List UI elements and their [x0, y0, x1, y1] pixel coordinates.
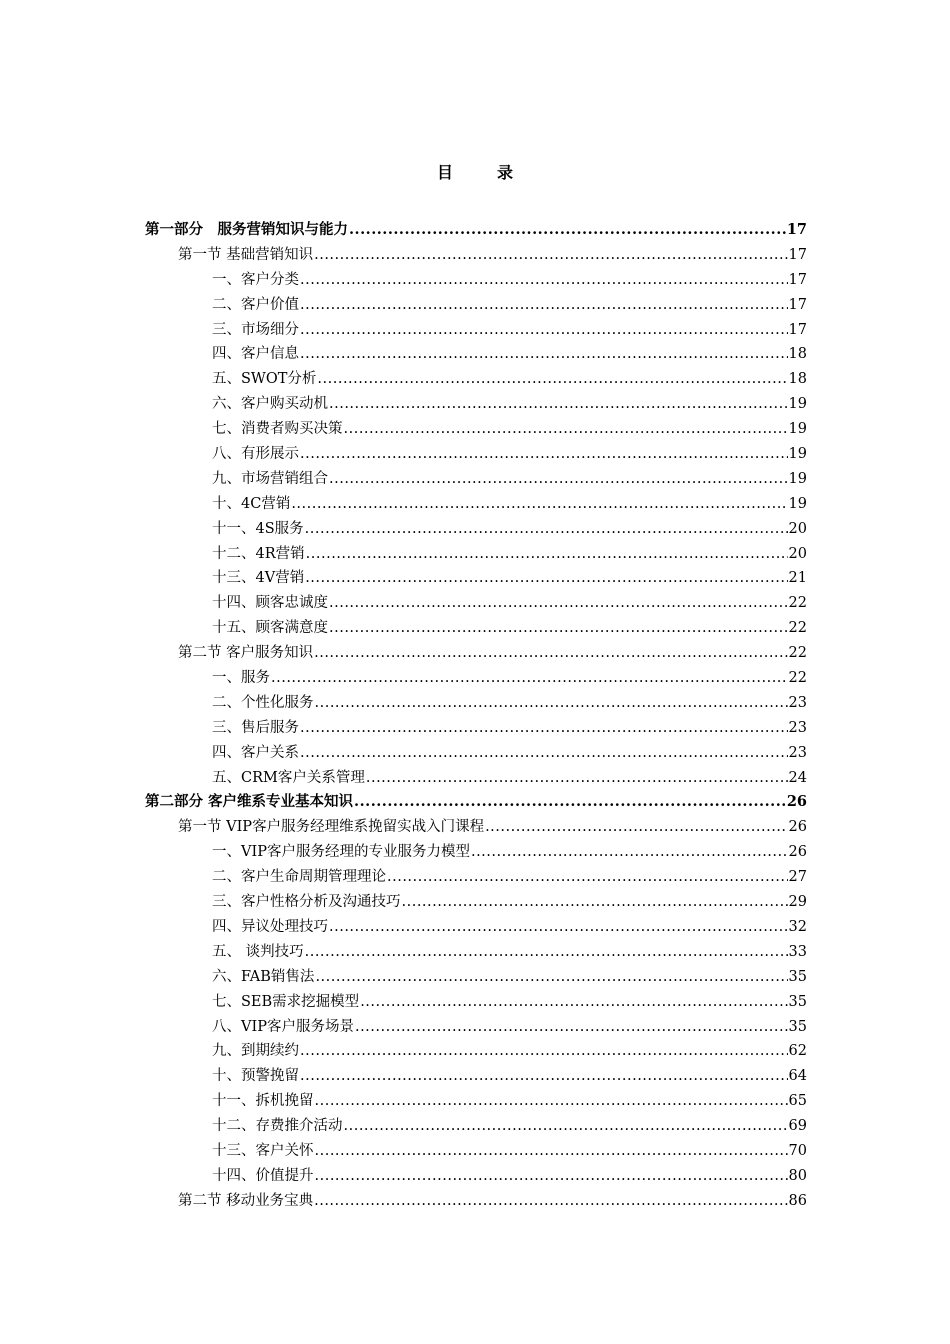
- toc-entry-label: 五、 谈判技巧: [212, 943, 304, 960]
- toc-entry[interactable]: [145, 293, 807, 318]
- toc-entry[interactable]: [145, 442, 807, 467]
- toc-page-number: 35: [788, 1018, 807, 1035]
- toc-entry-label: 八、有形展示: [212, 446, 299, 463]
- toc-dot-leader: [300, 318, 788, 343]
- toc-entry-label: 二、个性化服务: [212, 694, 314, 711]
- toc-page-number: 32: [788, 918, 807, 935]
- toc-entry-label: 四、客户信息: [212, 346, 299, 363]
- toc-entry-label: 一、VIP客户服务经理的专业服务力模型: [212, 844, 470, 861]
- toc-entry-label: 十三、4V营销: [212, 570, 305, 587]
- toc-entry[interactable]: [145, 467, 807, 492]
- toc-dot-leader: [300, 293, 788, 318]
- toc-entry[interactable]: [145, 716, 807, 741]
- toc-page-number: 65: [788, 1093, 807, 1110]
- toc-dot-leader: [485, 815, 787, 840]
- toc-dot-leader: [306, 542, 788, 567]
- toc-entry-label: 五、CRM客户关系管理: [212, 769, 365, 786]
- toc-page-number: 86: [788, 1192, 807, 1209]
- toc-entry[interactable]: [145, 915, 807, 940]
- toc-entry-label: 三、市场细分: [212, 321, 299, 338]
- toc-page-number: 23: [788, 744, 807, 761]
- toc-entry[interactable]: [145, 492, 807, 517]
- toc-dot-leader: [315, 691, 788, 716]
- toc-entry[interactable]: [145, 990, 807, 1015]
- toc-entry[interactable]: [145, 691, 807, 716]
- toc-entry[interactable]: [145, 1114, 807, 1139]
- toc-entry-label: 十三、客户关怀: [212, 1142, 314, 1159]
- toc-page-number: 70: [788, 1142, 807, 1159]
- toc-page-number: 17: [788, 296, 807, 313]
- toc-page-number: 27: [788, 869, 807, 886]
- toc-entry[interactable]: [145, 566, 807, 591]
- toc-entry-label: 第一节 基础营销知识: [178, 246, 314, 263]
- toc-page-number: 19: [788, 396, 807, 413]
- toc-entry[interactable]: [145, 517, 807, 542]
- toc-entry-label: 六、FAB销售法: [212, 968, 315, 985]
- toc-entry-label: 十二、存费推介活动: [212, 1118, 343, 1135]
- toc-entry-label: 三、客户性格分析及沟通技巧: [212, 894, 401, 911]
- toc-dot-leader: [355, 1015, 788, 1040]
- toc-page-number: 23: [788, 719, 807, 736]
- toc-entry-label: 二、客户价值: [212, 296, 299, 313]
- toc-entry[interactable]: [145, 268, 807, 293]
- toc-entry-label: 第二部分 客户维系专业基本知识: [145, 793, 354, 811]
- toc-entry[interactable]: [145, 342, 807, 367]
- toc-entry-label: 四、客户关系: [212, 744, 299, 761]
- toc-entry-label: 十、4C营销: [212, 495, 291, 512]
- toc-dot-leader: [329, 467, 788, 492]
- toc-dot-leader: [314, 1189, 787, 1214]
- toc-page-number: 22: [788, 645, 807, 662]
- toc-dot-leader: [329, 392, 788, 417]
- toc-dot-leader: [315, 1089, 788, 1114]
- toc-entry-label: 五、SWOT分析: [212, 371, 317, 388]
- toc-dot-leader: [271, 666, 788, 691]
- toc-page-number: 17: [788, 321, 807, 338]
- toc-entry[interactable]: [145, 367, 807, 392]
- toc-entry[interactable]: [145, 318, 807, 343]
- toc-entry-label: 六、客户购买动机: [212, 396, 328, 413]
- toc-entry[interactable]: [145, 1089, 807, 1114]
- toc-entry[interactable]: [145, 1015, 807, 1040]
- toc-dot-leader: [344, 417, 788, 442]
- toc-list: [145, 218, 807, 1214]
- toc-entry-label: 第二节 客户服务知识: [178, 645, 314, 662]
- toc-page-number: 29: [788, 894, 807, 911]
- toc-dot-leader: [329, 616, 788, 641]
- toc-entry[interactable]: [145, 815, 807, 840]
- toc-entry[interactable]: [145, 790, 807, 815]
- toc-page-number: 22: [788, 620, 807, 637]
- toc-dot-leader: [305, 517, 788, 542]
- toc-entry[interactable]: [145, 840, 807, 865]
- toc-entry-label: 十四、价值提升: [212, 1167, 314, 1184]
- toc-dot-leader: [315, 1139, 788, 1164]
- toc-dot-leader: [300, 442, 788, 467]
- toc-entry[interactable]: [145, 591, 807, 616]
- toc-entry[interactable]: [145, 392, 807, 417]
- toc-page-number: 26: [786, 793, 807, 811]
- toc-page-number: 69: [788, 1118, 807, 1135]
- toc-dot-leader: [344, 1114, 788, 1139]
- toc-page-number: 62: [788, 1043, 807, 1060]
- toc-dot-leader: [360, 990, 787, 1015]
- toc-page-number: 20: [788, 545, 807, 562]
- toc-entry[interactable]: [145, 865, 807, 890]
- toc-entry-label: 十五、顾客满意度: [212, 620, 328, 637]
- toc-entry[interactable]: [145, 417, 807, 442]
- toc-entry-label: 九、到期续约: [212, 1043, 299, 1060]
- toc-page-number: 21: [788, 570, 807, 587]
- toc-entry[interactable]: [145, 940, 807, 965]
- toc-page-number: 17: [788, 246, 807, 263]
- toc-dot-leader: [354, 790, 786, 815]
- toc-dot-leader: [314, 641, 787, 666]
- toc-dot-leader: [366, 766, 788, 791]
- toc-entry[interactable]: [145, 641, 807, 666]
- toc-page-number: 24: [788, 769, 807, 786]
- toc-dot-leader: [300, 1039, 788, 1064]
- toc-entry-label: 九、市场营销组合: [212, 470, 328, 487]
- toc-page-number: 19: [788, 446, 807, 463]
- toc-dot-leader: [402, 890, 788, 915]
- toc-entry[interactable]: [145, 1139, 807, 1164]
- toc-entry-label: 十二、4R营销: [212, 545, 305, 562]
- toc-page-number: 35: [788, 968, 807, 985]
- toc-entry-label: 四、异议处理技巧: [212, 918, 328, 935]
- toc-dot-leader: [387, 865, 788, 890]
- toc-dot-leader: [329, 591, 788, 616]
- toc-page-number: 33: [788, 943, 807, 960]
- toc-entry-label: 十四、顾客忠诚度: [212, 595, 328, 612]
- toc-dot-leader: [315, 1164, 788, 1189]
- toc-page-number: 23: [788, 694, 807, 711]
- toc-entry-label: 十一、拆机挽留: [212, 1093, 314, 1110]
- toc-page-number: 17: [788, 271, 807, 288]
- toc-entry[interactable]: [145, 1039, 807, 1064]
- toc-page-number: 19: [788, 421, 807, 438]
- toc-page-number: 19: [788, 495, 807, 512]
- toc-entry[interactable]: [145, 965, 807, 990]
- toc-dot-leader: [300, 741, 788, 766]
- toc-dot-leader: [471, 840, 788, 865]
- toc-page-number: 64: [788, 1068, 807, 1085]
- toc-entry[interactable]: [145, 616, 807, 641]
- toc-page-number: 18: [788, 346, 807, 363]
- toc-entry[interactable]: [145, 890, 807, 915]
- toc-entry-label: 第一节 VIP客户服务经理维系挽留实战入门课程: [178, 819, 485, 836]
- toc-entry-label: 一、服务: [212, 670, 270, 687]
- toc-page-number: 20: [788, 520, 807, 537]
- toc-page-number: 17: [786, 221, 807, 238]
- toc-dot-leader: [300, 342, 788, 367]
- toc-dot-leader: [291, 492, 787, 517]
- toc-dot-leader: [314, 243, 787, 268]
- toc-entry[interactable]: [145, 1189, 807, 1214]
- toc-entry-label: 三、售后服务: [212, 719, 299, 736]
- toc-page-number: 26: [788, 819, 807, 836]
- toc-page-number: 22: [788, 670, 807, 687]
- toc-entry[interactable]: [145, 766, 807, 791]
- toc-entry-label: 十一、4S服务: [212, 520, 304, 537]
- toc-entry-label: 第二节 移动业务宝典: [178, 1192, 314, 1209]
- toc-dot-leader: [300, 716, 788, 741]
- toc-entry-label: 二、客户生命周期管理理论: [212, 869, 386, 886]
- toc-dot-leader: [300, 268, 788, 293]
- toc-dot-leader: [315, 965, 787, 990]
- toc-page-number: 35: [788, 993, 807, 1010]
- toc-dot-leader: [329, 915, 788, 940]
- toc-page-number: 22: [788, 595, 807, 612]
- toc-dot-leader: [300, 1064, 788, 1089]
- toc-page-number: 19: [788, 470, 807, 487]
- toc-page-number: 26: [788, 844, 807, 861]
- toc-dot-leader: [349, 218, 786, 243]
- toc-entry[interactable]: [145, 542, 807, 567]
- toc-entry-label: 八、VIP客户服务场景: [212, 1018, 354, 1035]
- toc-entry-label: 七、SEB需求挖掘模型: [212, 993, 360, 1010]
- toc-title: 目 录: [436, 163, 527, 182]
- toc-entry[interactable]: [145, 243, 807, 268]
- toc-page-number: 80: [788, 1167, 807, 1184]
- toc-dot-leader: [305, 566, 787, 591]
- toc-dot-leader: [305, 940, 788, 965]
- toc-page-number: 18: [788, 371, 807, 388]
- toc-entry-label: 十、预警挽留: [212, 1068, 299, 1085]
- toc-entry-label: 七、消费者购买决策: [212, 421, 343, 438]
- toc-entry-label: 一、客户分类: [212, 271, 299, 288]
- toc-entry[interactable]: [145, 741, 807, 766]
- toc-dot-leader: [317, 367, 787, 392]
- toc-entry[interactable]: [145, 1164, 807, 1189]
- toc-entry[interactable]: [145, 218, 807, 243]
- toc-entry[interactable]: [145, 1064, 807, 1089]
- toc-entry-label: 第一部分 服务营销知识与能力: [145, 221, 348, 238]
- toc-entry[interactable]: [145, 666, 807, 691]
